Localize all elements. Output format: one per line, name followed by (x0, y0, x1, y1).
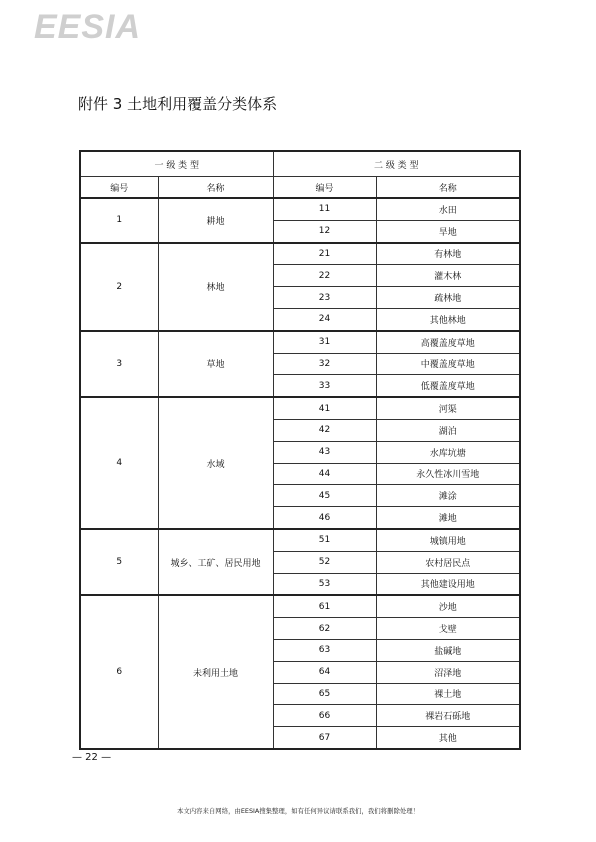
level2-name-cell: 其他 (376, 727, 520, 749)
level1-name-cell: 草地 (158, 331, 273, 397)
level1-name-cell: 林地 (158, 243, 273, 331)
level2-name-cell: 湖泊 (376, 419, 520, 441)
level2-name-cell: 戈壁 (376, 618, 520, 640)
level2-code-cell: 43 (273, 441, 376, 463)
level1-code-cell: 5 (80, 529, 158, 595)
level1-code-cell: 3 (80, 331, 158, 397)
table-row (80, 243, 520, 265)
level2-code-cell: 64 (273, 661, 376, 683)
page-title: 附件 3 土地利用覆盖分类体系 (78, 95, 278, 113)
level2-name-cell: 灌木林 (376, 265, 520, 287)
level2-code-cell: 52 (273, 551, 376, 573)
level2-code-cell: 32 (273, 353, 376, 375)
level2-name-cell: 水库坑塘 (376, 441, 520, 463)
level1-name-cell: 耕地 (158, 198, 273, 243)
level2-code-cell: 44 (273, 463, 376, 485)
level2-name-cell: 盐碱地 (376, 639, 520, 661)
level1-header: 一 级 类 型 (80, 151, 273, 177)
table-row (80, 595, 520, 617)
level2-name-cell: 河渠 (376, 397, 520, 419)
level2-name-cell: 旱地 (376, 220, 520, 242)
level1-name-cell: 城乡、工矿、居民用地 (158, 529, 273, 595)
table-subheader-row (80, 177, 520, 199)
level2-name-cell: 其他建设用地 (376, 573, 520, 595)
level2-code-cell: 31 (273, 331, 376, 353)
table-header-row (80, 151, 520, 177)
footer-notice: 本文内容来自网络，由EESIA搜集整理，如有任何异议请联系我们，我们将删除处理！ (176, 807, 420, 815)
table-row (80, 331, 520, 353)
level2-code-cell: 63 (273, 639, 376, 661)
level2-name-cell: 滩涂 (376, 485, 520, 507)
level2-code-cell: 11 (273, 198, 376, 220)
level2-code-cell: 61 (273, 595, 376, 617)
level2-code-cell: 65 (273, 683, 376, 705)
level1-name-cell: 未利用土地 (158, 595, 273, 749)
level2-code-header: 编号 (273, 177, 376, 199)
level2-header: 二 级 类 型 (273, 151, 520, 177)
level2-code-cell: 45 (273, 485, 376, 507)
level2-name-cell: 中覆盖度草地 (376, 353, 520, 375)
level2-name-header: 名称 (376, 177, 520, 199)
level2-name-cell: 疏林地 (376, 287, 520, 309)
level2-name-cell: 农村居民点 (376, 551, 520, 573)
level2-name-cell: 其他林地 (376, 308, 520, 330)
level2-code-cell: 21 (273, 243, 376, 265)
level1-code-cell: 2 (80, 243, 158, 331)
level2-code-cell: 12 (273, 220, 376, 242)
level2-code-cell: 22 (273, 265, 376, 287)
level2-name-cell: 沼泽地 (376, 661, 520, 683)
level1-name-cell: 水域 (158, 397, 273, 529)
table-row (80, 397, 520, 419)
level2-name-cell: 城镇用地 (376, 529, 520, 551)
level2-code-cell: 23 (273, 287, 376, 309)
level1-name-header: 名称 (158, 177, 273, 199)
level2-name-cell: 永久性冰川雪地 (376, 463, 520, 485)
level2-name-cell: 裸土地 (376, 683, 520, 705)
level2-name-cell: 裸岩石砾地 (376, 705, 520, 727)
level1-code-cell: 1 (80, 198, 158, 243)
level2-name-cell: 沙地 (376, 595, 520, 617)
page-number: — 22 — (72, 752, 112, 763)
table-row (80, 529, 520, 551)
level2-name-cell: 有林地 (376, 243, 520, 265)
table-row (80, 198, 520, 220)
eesia-logo: EESIA (34, 8, 142, 46)
level2-code-cell: 62 (273, 618, 376, 640)
level2-code-cell: 42 (273, 419, 376, 441)
level2-code-cell: 66 (273, 705, 376, 727)
level2-code-cell: 67 (273, 727, 376, 749)
level1-code-header: 编号 (80, 177, 158, 199)
classification-table (79, 150, 521, 750)
level2-name-cell: 低覆盖度草地 (376, 375, 520, 397)
level1-code-cell: 6 (80, 595, 158, 749)
level2-code-cell: 53 (273, 573, 376, 595)
level2-code-cell: 33 (273, 375, 376, 397)
level1-code-cell: 4 (80, 397, 158, 529)
level2-name-cell: 水田 (376, 198, 520, 220)
level2-name-cell: 滩地 (376, 507, 520, 529)
level2-code-cell: 24 (273, 308, 376, 330)
level2-code-cell: 41 (273, 397, 376, 419)
level2-code-cell: 51 (273, 529, 376, 551)
level2-code-cell: 46 (273, 507, 376, 529)
level2-name-cell: 高覆盖度草地 (376, 331, 520, 353)
